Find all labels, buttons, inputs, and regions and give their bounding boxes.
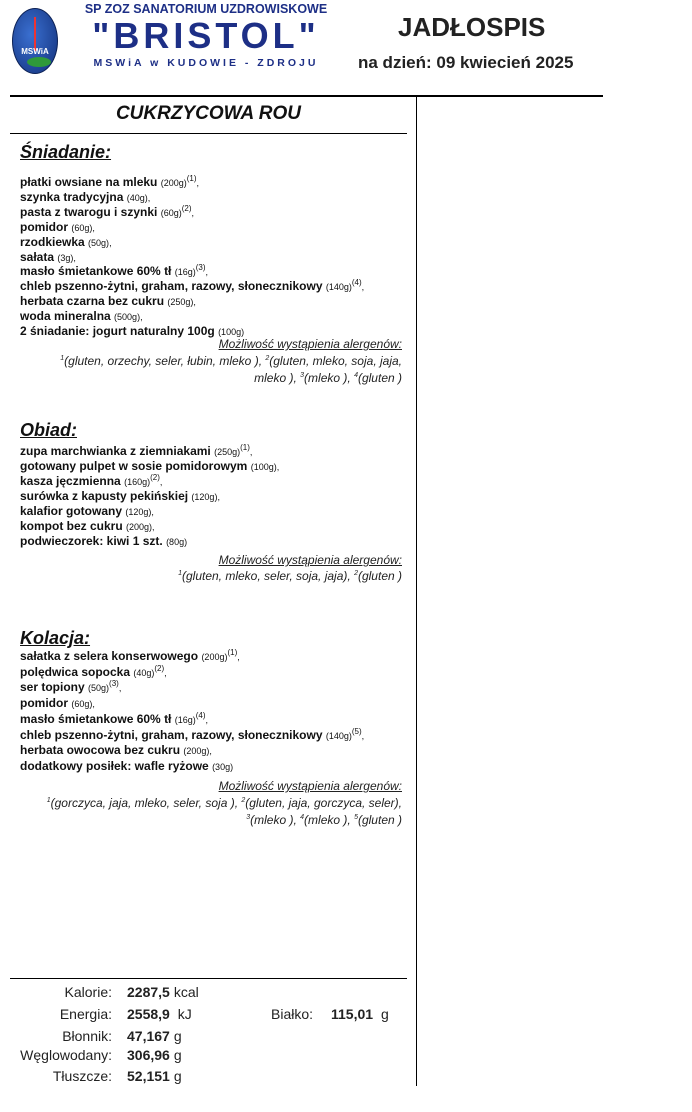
protein-label: Białko: <box>271 1006 314 1022</box>
menu-item <box>20 504 154 518</box>
fat-value <box>127 1068 182 1084</box>
menu-item <box>20 680 121 694</box>
separator: , <box>205 714 209 725</box>
item-name: kompot bez cukru <box>20 519 123 533</box>
item-name: pasta z twarogu i szynki <box>20 204 158 219</box>
allergen-ref: (4) <box>195 710 206 720</box>
fiber-unit: g <box>173 1028 182 1044</box>
energy-label: Energia: <box>59 1006 112 1022</box>
menu-item <box>20 264 208 278</box>
menu-item <box>20 175 199 189</box>
calories-label: Kalorie: <box>64 984 112 1000</box>
item-quantity: (60g) <box>71 222 93 233</box>
allergen-number: 1 <box>46 797 51 804</box>
allergen-number: 3 <box>246 814 251 821</box>
allergen-heading: Możliwość wystąpienia alergenów: <box>218 779 402 793</box>
item-name: polędwica sopocka <box>20 664 134 679</box>
allergen-number: 2 <box>354 570 358 577</box>
item-quantity: (100g) <box>250 462 277 472</box>
energy-value <box>127 1006 192 1022</box>
fat-amount: 52,151 <box>127 1068 170 1084</box>
allergen-ref: (2) <box>181 203 192 213</box>
allergen-ref: (3) <box>195 263 206 273</box>
section-heading: Obiad: <box>20 420 77 440</box>
separator: , <box>140 312 143 323</box>
separator: , <box>196 178 200 188</box>
allergen-ref: (2) <box>154 663 165 673</box>
item-quantity: (200g) <box>160 178 187 188</box>
institution-line1: SP ZOZ SANATORIUM UZDROWISKOWE <box>84 2 328 16</box>
item-quantity: (200g) <box>183 746 210 757</box>
item-quantity: (3g) <box>57 252 74 263</box>
item-quantity: (200g) <box>201 652 228 662</box>
allergen-number: 1 <box>60 355 65 362</box>
separator: , <box>193 297 196 308</box>
item-name: masło śmietankowe 60% tł <box>20 264 172 279</box>
item-quantity: (50g) <box>88 683 110 694</box>
menu-item <box>20 294 196 308</box>
menu-item <box>20 534 187 548</box>
item-quantity: (40g) <box>126 192 148 203</box>
menu-item <box>20 696 95 710</box>
menu-item <box>20 220 95 234</box>
menu-date: na dzień: 09 kwiecień 2025 <box>358 53 574 72</box>
allergen-text: (gluten, mleko, seler, soja, jaja), <box>181 569 355 583</box>
allergen-text: (gorczyca, jaja, mleko, seler, soja ), <box>50 796 242 810</box>
menu-item <box>20 489 220 503</box>
leaf-icon <box>27 57 51 67</box>
allergen-number: 3 <box>300 372 305 379</box>
diet-name: CUKRZYCOWA ROU <box>115 103 302 124</box>
menu-item <box>20 444 252 458</box>
menu-item <box>20 324 244 338</box>
item-quantity: (140g) <box>325 730 352 741</box>
item-quantity: (40g) <box>133 667 155 678</box>
allergen-text: (gluten ) <box>357 569 402 583</box>
item-quantity: (250g) <box>167 297 194 308</box>
separator: , <box>151 507 154 517</box>
mswia-logo <box>12 8 58 74</box>
separator: , <box>237 652 240 662</box>
allergen-ref: (1) <box>227 648 238 657</box>
menu-item <box>20 250 76 264</box>
item-quantity: (140g) <box>325 282 352 293</box>
allergen-line <box>178 569 402 583</box>
menu-item <box>20 759 233 773</box>
footer-divider <box>10 978 407 979</box>
institution-line3: MSWiA w KUDOWIE - ZDROJU <box>93 57 319 69</box>
menu-item <box>20 459 279 473</box>
allergen-number: 4 <box>354 372 358 379</box>
allergen-number: 4 <box>300 814 305 821</box>
column-divider <box>416 96 417 1086</box>
item-quantity: (60g) <box>71 699 93 710</box>
separator: , <box>92 222 95 233</box>
item-name: gotowany pulpet w sosie pomidorowym <box>20 459 248 473</box>
allergen-ref: (1) <box>186 174 197 183</box>
item-name: rzodkiewka <box>20 234 85 249</box>
separator: , <box>164 667 167 678</box>
item-quantity: (200g) <box>126 522 153 532</box>
allergen-line <box>246 813 402 827</box>
allergen-text: (mleko ), <box>304 813 355 827</box>
page-title: JADŁOSPIS <box>398 12 546 42</box>
diet-divider <box>10 133 407 134</box>
item-name: ser topiony <box>20 680 85 695</box>
section-heading: Śniadanie: <box>20 142 112 162</box>
menu-item <box>20 190 150 204</box>
fat-label: Tłuszcze: <box>52 1068 112 1084</box>
protein-unit: g <box>377 1006 389 1022</box>
item-name: kasza jęczmienna <box>20 474 121 488</box>
item-quantity: (30g) <box>212 761 234 772</box>
carbs-amount: 306,96 <box>127 1047 170 1063</box>
item-name: szynka tradycyjna <box>20 189 127 204</box>
item-quantity: (16g) <box>174 267 196 278</box>
item-name: chleb pszenno-żytni, graham, razowy, słonecznikowy <box>20 279 323 294</box>
allergen-number: 2 <box>265 355 270 362</box>
institution-name: "BRISTOL" <box>92 15 320 56</box>
item-name: 2 śniadanie: jogurt naturalny 100g <box>20 324 215 338</box>
item-name: podwieczorek: kiwi 1 szt. <box>20 534 163 548</box>
staff-icon <box>34 17 36 51</box>
separator: , <box>152 522 155 532</box>
fiber-amount: 47,167 <box>127 1028 170 1044</box>
separator: , <box>159 477 163 487</box>
separator: , <box>361 282 365 293</box>
section-heading: Kolacja: <box>20 628 91 648</box>
allergen-text: mleko ), <box>254 371 301 385</box>
menu-item <box>20 649 240 663</box>
allergen-heading: Możliwość wystąpienia alergenów: <box>218 337 402 351</box>
carbs-value <box>127 1047 182 1063</box>
calories-value <box>127 984 199 1000</box>
allergen-text: (mleko ), <box>304 371 355 385</box>
protein-amount: 115,01 <box>331 1006 374 1022</box>
carbs-unit: g <box>173 1047 182 1063</box>
allergen-line <box>47 796 402 810</box>
item-quantity: (500g) <box>114 312 141 323</box>
item-quantity: (120g) <box>191 492 218 502</box>
item-name: pomidor <box>20 219 68 234</box>
allergen-number: 5 <box>354 814 358 821</box>
separator: , <box>361 730 365 741</box>
allergen-ref: (5) <box>351 726 362 736</box>
separator: , <box>205 267 209 278</box>
allergen-ref: (2) <box>150 473 160 482</box>
header-divider <box>10 95 603 97</box>
separator: , <box>276 462 280 472</box>
menu-item <box>20 728 364 742</box>
fiber-label: Błonnik: <box>62 1028 112 1044</box>
allergen-ref: (1) <box>240 443 250 452</box>
item-quantity: (60g) <box>160 207 182 218</box>
allergen-ref: (4) <box>351 278 362 288</box>
item-name: pomidor <box>20 696 68 711</box>
allergen-heading: Możliwość wystąpienia alergenów: <box>218 553 402 567</box>
menu-item <box>20 665 167 679</box>
item-quantity: (160g) <box>124 477 151 487</box>
separator: , <box>118 683 122 694</box>
allergen-text: (gluten ) <box>357 371 402 385</box>
menu-item <box>20 712 208 726</box>
allergen-text: (mleko ), <box>250 813 301 827</box>
separator: , <box>191 207 195 218</box>
menu-item <box>20 474 162 488</box>
menu-item <box>20 519 155 533</box>
item-quantity: (50g) <box>88 237 110 248</box>
separator: , <box>73 252 76 263</box>
item-name: kalafior gotowany <box>20 504 123 518</box>
item-name: chleb pszenno-żytni, graham, razowy, słonecznikowy <box>20 727 323 742</box>
separator: , <box>217 492 220 502</box>
item-name: sałatka z selera konserwowego <box>20 649 199 663</box>
allergen-line <box>254 371 402 385</box>
allergen-number: 2 <box>241 797 246 804</box>
item-name: sałata <box>20 249 55 264</box>
separator: , <box>209 746 212 757</box>
calories-unit: kcal <box>173 984 199 1000</box>
separator: , <box>249 447 253 457</box>
allergen-text: (gluten ) <box>357 813 402 827</box>
item-name: płatki owsiane na mleku <box>20 175 158 189</box>
protein-value <box>331 1006 389 1022</box>
menu-item <box>20 743 212 757</box>
item-name: dodatkowy posiłek: wafle ryżowe <box>20 758 209 773</box>
separator: , <box>109 237 112 248</box>
menu-item <box>20 205 194 219</box>
separator: , <box>147 192 151 203</box>
item-quantity: (16g) <box>174 714 196 725</box>
item-name: masło śmietankowe 60% tł <box>20 711 172 726</box>
item-name: herbata owocowa bez cukru <box>20 743 181 758</box>
fat-unit: g <box>173 1068 182 1084</box>
menu-item <box>20 235 112 249</box>
carbs-label: Węglowodany: <box>20 1047 112 1063</box>
allergen-text: (gluten, jaja, gorczyca, seler), <box>245 796 402 810</box>
item-name: zupa marchwianka z ziemniakami <box>20 444 211 458</box>
menu-item <box>20 309 143 323</box>
menu-item <box>20 279 364 293</box>
energy-unit: kJ <box>173 1006 192 1022</box>
item-name: herbata czarna bez cukru <box>20 294 165 309</box>
energy-amount: 2558,9 <box>127 1006 170 1022</box>
item-name: surówka z kapusty pekińskiej <box>20 489 189 503</box>
allergen-text: (gluten, mleko, soja, jaja, <box>269 354 402 368</box>
allergen-line <box>60 354 402 368</box>
allergen-number: 1 <box>178 570 182 577</box>
item-quantity: (250g) <box>214 447 241 457</box>
logo-text: MSWiA <box>21 47 49 56</box>
allergen-ref: (3) <box>109 679 119 689</box>
item-name: woda mineralna <box>20 309 111 324</box>
item-quantity: (120g) <box>125 507 152 517</box>
separator: , <box>92 699 95 710</box>
item-quantity: (100g) <box>218 327 245 337</box>
allergen-text: (gluten, orzechy, seler, łubin, mleko ), <box>64 354 266 368</box>
calories-amount: 2287,5 <box>127 984 170 1000</box>
fiber-value <box>127 1028 182 1044</box>
item-quantity: (80g) <box>166 537 188 547</box>
